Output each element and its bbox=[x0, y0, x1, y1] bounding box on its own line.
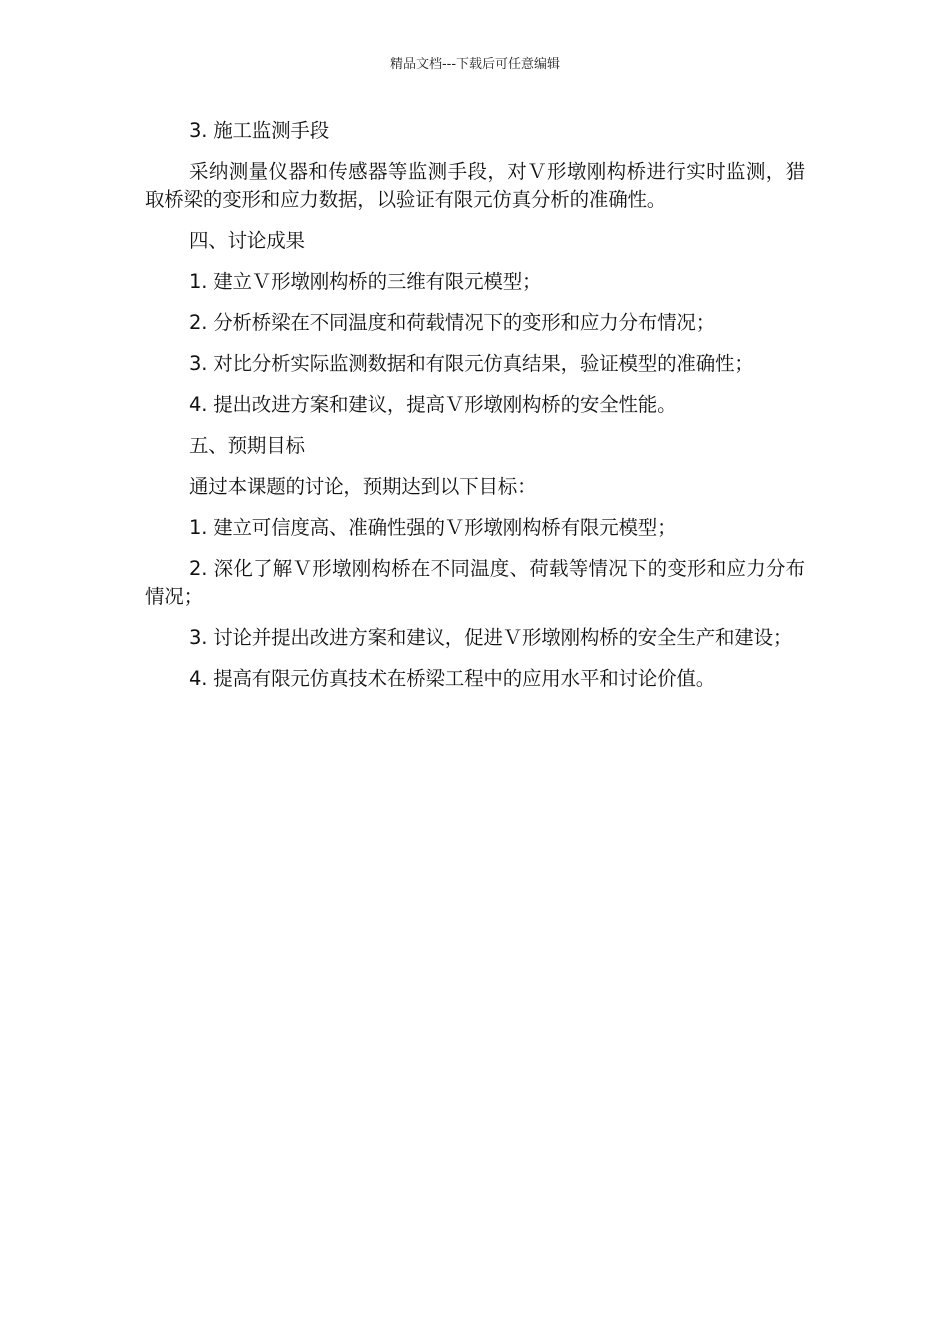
goals-intro: 通过本课题的讨论，预期达到以下目标： bbox=[189, 475, 537, 498]
page-header: 精品文档---下载后可任意编辑 bbox=[389, 57, 561, 72]
result-item-1: 1. 建立Ｖ形墩刚构桥的三维有限元模型； bbox=[189, 270, 542, 293]
goal-item-3: 3. 讨论并提出改进方案和建议，促进Ｖ形墩刚构桥的安全生产和建设； bbox=[189, 626, 793, 649]
result-item-4: 4. 提出改进方案和建议，提高Ｖ形墩刚构桥的安全性能。 bbox=[189, 393, 677, 416]
subheading-monitoring-methods: 3. 施工监测手段 bbox=[189, 119, 330, 142]
paragraph-monitoring-description: 采纳测量仪器和传感器等监测手段，对Ｖ形墩刚构桥进行实时监测，猎取桥梁的变形和应力数据，以验证有限元仿真分析的准确性。 bbox=[145, 160, 805, 211]
goal-item-1: 1. 建立可信度高、准确性强的Ｖ形墩刚构桥有限元模型； bbox=[189, 516, 677, 539]
result-item-2: 2. 分析桥梁在不同温度和荷载情况下的变形和应力分布情况； bbox=[189, 311, 716, 334]
section-heading-expected-goals: 五、预期目标 bbox=[189, 434, 305, 457]
section-heading-research-results: 四、讨论成果 bbox=[189, 229, 305, 252]
document-body bbox=[145, 117, 805, 706]
result-item-3: 3. 对比分析实际监测数据和有限元仿真结果，验证模型的准确性； bbox=[189, 352, 754, 375]
goal-item-2: 2. 深化了解Ｖ形墩刚构桥在不同温度、荷载等情况下的变形和应力分布情况； bbox=[145, 557, 805, 608]
goal-item-4: 4. 提高有限元仿真技术在桥梁工程中的应用水平和讨论价值。 bbox=[189, 667, 716, 690]
